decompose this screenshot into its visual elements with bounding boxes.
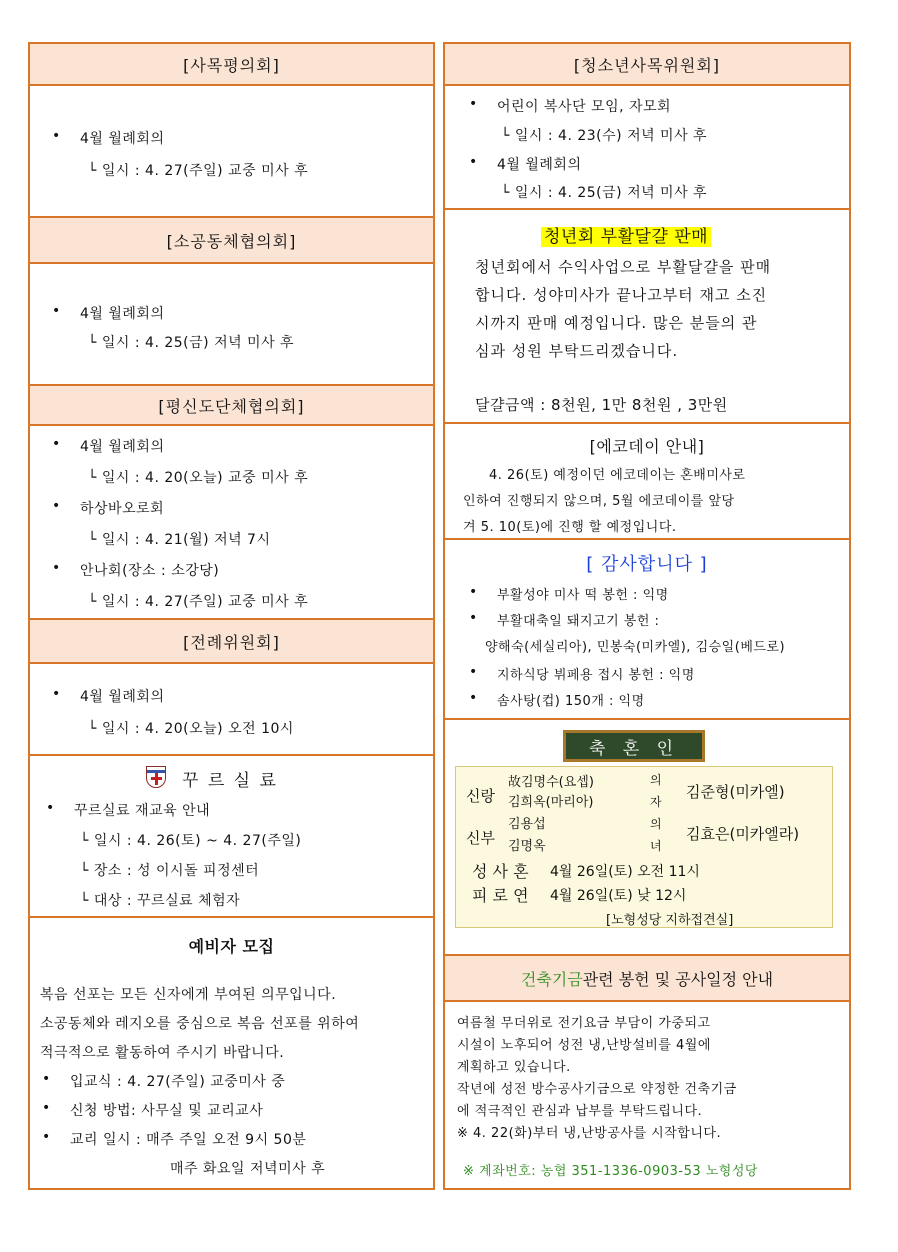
account-number: ※ 계좌번호: 농협 351-1336-0903-53 노형성당: [463, 1164, 758, 1179]
list-item: • 4월 월례회의: [80, 436, 164, 456]
list-item-detail: 매주 화요일 저녁미사 후: [170, 1161, 326, 1177]
list-item: • 하상바오로회: [80, 498, 164, 518]
relation-mark: 의: [650, 773, 662, 787]
reception-label: 피 로 연: [472, 886, 529, 905]
bride-name: 김효은(미카엘라): [686, 825, 800, 843]
pastoral-council-section: [30, 44, 433, 218]
paragraph-line: 적극적으로 활동하여 주시기 바랍니다.: [40, 1045, 285, 1061]
wedding-section: [445, 720, 849, 956]
paragraph-line: 시까지 판매 예정입니다. 많은 분들의 관: [475, 314, 758, 332]
list-item: • 꾸르실료 재교육 안내: [74, 800, 210, 820]
list-item: • 4월 월례회의: [80, 686, 164, 706]
building-fund-section: [445, 956, 849, 1188]
paragraph-line: 합니다. 성야미사가 끝나고부터 재고 소진: [475, 286, 768, 304]
paragraph-line: 작년에 성전 방수공사기금으로 약정한 건축기금: [457, 1082, 737, 1097]
list-item: • 솜사탕(컵) 150개 : 익명: [497, 690, 645, 709]
paragraph-line: 청년회에서 수익사업으로 부활달걀을 판매: [475, 258, 772, 276]
list-item: • 교리 일시 : 매주 주일 오전 9시 50분: [70, 1129, 306, 1149]
list-item-detail: └ 장소 : 성 이시돌 피정센터: [80, 863, 260, 879]
list-item-detail: └ 일시 : 4. 20(오늘) 교중 미사 후: [88, 470, 309, 486]
list-item: • 부활성야 미사 떡 봉헌 : 익명: [497, 584, 669, 603]
list-item-detail: └ 일시 : 4. 26(토) ~ 4. 27(주일): [80, 833, 302, 849]
relation-mark: 의: [650, 817, 662, 831]
section-title: [평신도단체협의회]: [30, 386, 433, 426]
section-title: 건축기금 관련 봉헌 및 공사일정 안내: [445, 956, 849, 1002]
list-item: • 지하식당 뷔페용 접시 봉헌 : 익명: [497, 664, 695, 683]
small-community-section: [30, 218, 433, 386]
list-item-detail: └ 일시 : 4. 27(주일) 교중 미사 후: [88, 163, 309, 179]
section-title: [ 감사합니다 ]: [586, 554, 708, 575]
list-item-detail: └ 일시 : 4. 20(오늘) 오전 10시: [88, 721, 294, 737]
youth-committee-section: [445, 44, 849, 210]
paragraph-line: ※ 4. 22(화)부터 냉,난방공사를 시작합니다.: [457, 1126, 722, 1141]
wedding-board: 축 혼 인: [563, 730, 705, 762]
list-item-detail: └ 대상 : 꾸르실료 체험자: [80, 893, 241, 909]
section-title: 청년회 부활달걀 판매: [541, 222, 711, 247]
donor-names: 양해숙(세실리아), 민봉숙(미카엘), 김승일(베드로): [485, 640, 786, 655]
reception-time: 4월 26일(토) 낮 12시: [550, 888, 687, 904]
list-item-detail: └ 일시 : 4. 21(월) 저녁 7시: [88, 532, 271, 548]
list-item: • 어린이 복사단 모임, 자모회: [497, 96, 671, 116]
paragraph-line: 시설이 노후되어 성전 냉,난방설비를 4월에: [457, 1038, 711, 1053]
list-item: • 4월 월례회의: [80, 303, 164, 323]
paragraph-line: 소공동체와 레지오를 중심으로 복음 선포를 위하여: [40, 1016, 360, 1032]
paragraph-line: 에 적극적인 관심과 납부를 부탁드립니다.: [457, 1104, 703, 1119]
paragraph-line: 복음 선포는 모든 신자에게 부여된 의무입니다.: [40, 987, 337, 1003]
wedding-box: [455, 766, 833, 928]
left-column: [28, 42, 435, 1190]
groom-name: 김준형(미카엘): [686, 783, 785, 801]
eco-day-section: [445, 424, 849, 540]
cursillo-emblem-icon: [146, 766, 166, 788]
paragraph-line: 4. 26(토) 예정이던 에코데이는 혼배미사로: [489, 468, 746, 483]
bride-mother: 김명옥: [508, 839, 546, 854]
paragraph-line: 인하여 진행되지 않으며, 5월 에코데이를 앞당: [463, 494, 735, 509]
laity-council-section: [30, 386, 433, 620]
list-item-detail: └ 일시 : 4. 25(금) 저녁 미사 후: [88, 335, 295, 351]
list-item-detail: └ 일시 : 4. 27(주일) 교중 미사 후: [88, 594, 309, 610]
ceremony-label: 성 사 혼: [472, 862, 529, 881]
thanks-section: [445, 540, 849, 720]
bride-label: 신부: [466, 829, 495, 847]
paragraph-line: 겨 5. 10(토)에 진행 할 예정입니다.: [463, 520, 677, 535]
groom-label: 신랑: [466, 787, 495, 805]
list-item: • 안나회(장소 : 소강당): [80, 560, 219, 580]
paragraph-line: 심과 성원 부탁드리겠습니다.: [475, 342, 679, 360]
paragraph-line: 여름철 무더위로 전기요금 부담이 가중되고: [457, 1016, 711, 1031]
section-title: 예비자 모집: [188, 937, 275, 956]
list-item: • 신청 방법: 사무실 및 교리교사: [70, 1100, 263, 1120]
section-title: [사목평의회]: [30, 44, 433, 86]
section-title: [에코데이 안내]: [589, 437, 705, 456]
list-item: • 부활대축일 돼지고기 봉헌 :: [497, 610, 659, 629]
cursillo-section: [30, 756, 433, 918]
venue: [노형성당 지하접견실]: [606, 913, 734, 928]
relation-mark: 녀: [650, 839, 662, 853]
easter-eggs-section: [445, 210, 849, 424]
section-title: 꾸 르 실 료: [182, 771, 278, 791]
groom-father: 故김명수(요셉): [508, 775, 594, 790]
paragraph-line: 계획하고 있습니다.: [457, 1060, 571, 1075]
section-title: [전례위원회]: [30, 620, 433, 664]
liturgy-committee-section: [30, 620, 433, 756]
list-item: • 4월 월례회의: [497, 154, 581, 174]
bride-father: 김용섭: [508, 817, 546, 832]
ceremony-time: 4월 26일(토) 오전 11시: [550, 864, 700, 880]
relation-mark: 자: [650, 795, 662, 809]
section-title: [소공동체협의회]: [30, 218, 433, 264]
list-item: • 4월 월례회의: [80, 128, 164, 148]
list-item: • 입교식 : 4. 27(주일) 교중미사 중: [70, 1071, 285, 1091]
groom-mother: 김희옥(마리아): [508, 795, 594, 810]
section-title: [청소년사목위원회]: [445, 44, 849, 86]
list-item-detail: └ 일시 : 4. 23(수) 저녁 미사 후: [501, 128, 708, 144]
list-item-detail: └ 일시 : 4. 25(금) 저녁 미사 후: [501, 185, 708, 201]
catechumen-section: [30, 918, 433, 1188]
price-line: 달걀금액 : 8천원, 1만 8천원 , 3만원: [475, 396, 728, 414]
right-column: [443, 42, 851, 1190]
